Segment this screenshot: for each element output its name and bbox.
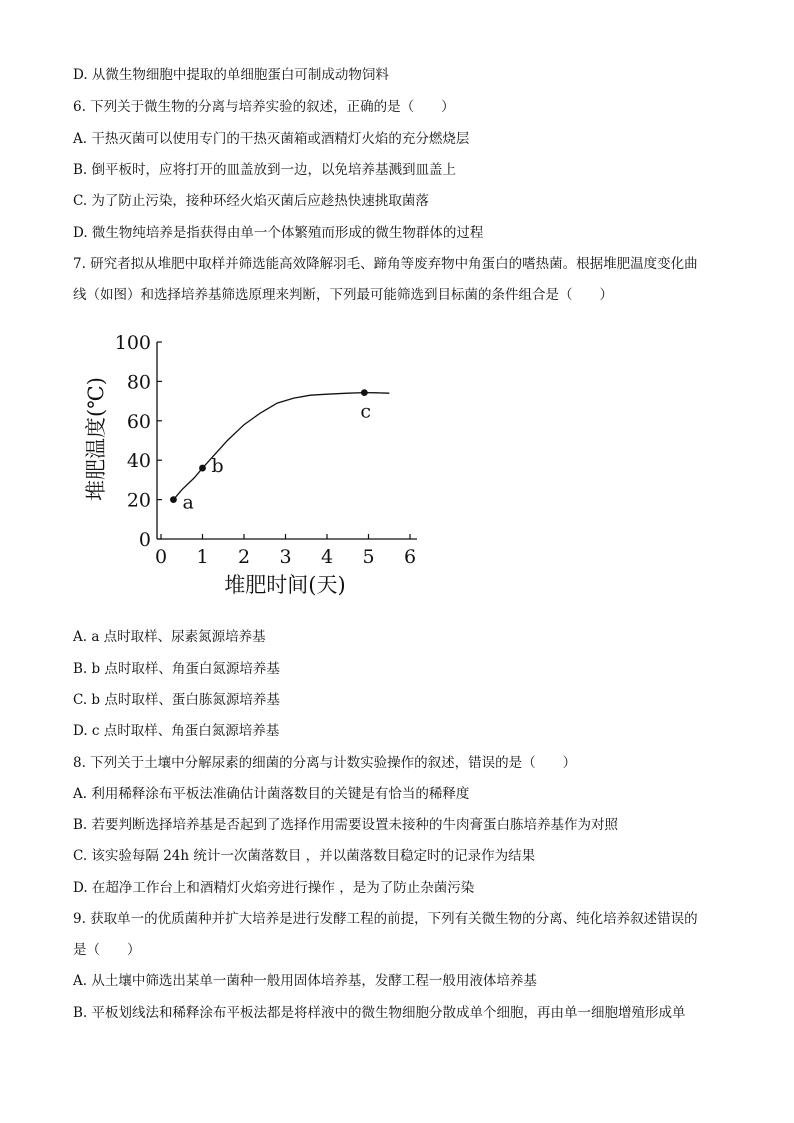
x-tick-label: 5 bbox=[362, 546, 375, 568]
compost-temperature-chart bbox=[75, 325, 435, 610]
option-9b: B. 平板划线法和稀释涂布平板法都是将样液中的微生物细胞分散成单个细胞，再由单一细胞增殖形成单 bbox=[73, 1005, 686, 1021]
option-7a: A. a 点时取样、尿素氮源培养基 bbox=[73, 629, 266, 645]
y-tick-label: 20 bbox=[126, 489, 151, 512]
point-b-marker bbox=[199, 465, 206, 472]
point-a-label: a bbox=[182, 491, 194, 514]
option-7b: B. b 点时取样、角蛋白氮源培养基 bbox=[73, 661, 280, 677]
x-axis-label: 堆肥时间(天) bbox=[224, 573, 346, 597]
option-8d: D. 在超净工作台上和酒精灯火焰旁进行操作 ，是为了防止杂菌污染 bbox=[73, 880, 475, 896]
option-8b: B. 若要判断选择培养基是否起到了选择作用需要设置未接种的牛肉膏蛋白胨培养基作为对照 bbox=[73, 817, 619, 833]
option-6d: D. 微生物纯培养是指获得由单一个体繁殖而形成的微生物群体的过程 bbox=[73, 225, 484, 241]
point-c-marker bbox=[361, 389, 368, 396]
y-tick-label: 100 bbox=[114, 332, 151, 354]
point-b-label: b bbox=[211, 455, 224, 478]
x-tick-label: 2 bbox=[237, 546, 251, 568]
x-tick-label: 6 bbox=[403, 546, 417, 568]
chart-points bbox=[170, 389, 371, 513]
question-7-line-2: 线（如图）和选择培养基筛选原理来判断，下列最可能筛选到目标菌的条件组合是（ ） bbox=[73, 287, 613, 303]
x-tick-label: 3 bbox=[279, 546, 292, 568]
y-tick-label: 40 bbox=[126, 450, 151, 473]
option-7d: D. c 点时取样、角蛋白氮源培养基 bbox=[73, 723, 280, 739]
x-tick-label: 4 bbox=[320, 546, 334, 568]
option-8c: C. 该实验每隔 24h 统计一次菌落数目 ，并以菌落数目稳定时的记录作为结果 bbox=[73, 848, 536, 864]
option-6b: B. 倒平板时，应将打开的皿盖放到一边，以免培养基溅到皿盖上 bbox=[73, 162, 457, 178]
text-line-1: D. 从微生物细胞中提取的单细胞蛋白可制成动物饲料 bbox=[73, 67, 389, 83]
temperature-curve bbox=[174, 393, 390, 500]
x-tick-label: 0 bbox=[154, 546, 168, 568]
option-6a: A. 干热灭菌可以使用专门的干热灭菌箱或酒精灯火焰的充分燃烧层 bbox=[73, 131, 470, 147]
y-tick-label: 80 bbox=[126, 371, 151, 394]
y-axis-ticks bbox=[115, 332, 162, 551]
option-7c: C. b 点时取样、蛋白胨氮源培养基 bbox=[73, 692, 280, 708]
chart-axes bbox=[157, 342, 417, 539]
question-6: 6. 下列关于微生物的分离与培养实验的叙述，正确的是（ ） bbox=[73, 99, 455, 115]
question-8: 8. 下列关于土壤中分解尿素的细菌的分离与计数实验操作的叙述，错误的是（ ） bbox=[73, 755, 577, 771]
point-c-label: c bbox=[360, 400, 372, 423]
option-6c: C. 为了防止污染，接种环经火焰灭菌后应趁热快速挑取菌落 bbox=[73, 193, 429, 209]
y-tick-label: 0 bbox=[138, 529, 151, 551]
question-9-line-2: 是（ ） bbox=[73, 942, 141, 958]
y-axis-label: 堆肥温度(℃) bbox=[84, 377, 108, 501]
option-9a: A. 从土壤中筛选出某单一菌种一般用固体培养基，发酵工程一般用液体培养基 bbox=[73, 973, 537, 989]
question-9-line-1: 9. 获取单一的优质菌种并扩大培养是进行发酵工程的前提，下列有关微生物的分离、纯化培养叙述错误的 bbox=[73, 911, 698, 927]
option-8a: A. 利用稀释涂布平板法准确估计菌落数目的关键是有恰当的稀释度 bbox=[73, 786, 470, 802]
point-a-marker bbox=[170, 496, 177, 503]
question-7-line-1: 7. 研究者拟从堆肥中取样并筛选能高效降解羽毛、蹄角等废弃物中角蛋白的嗜热菌。根据堆肥温度变化曲 bbox=[73, 256, 698, 272]
y-tick-label: 60 bbox=[126, 410, 151, 433]
x-tick-label: 1 bbox=[196, 546, 209, 568]
